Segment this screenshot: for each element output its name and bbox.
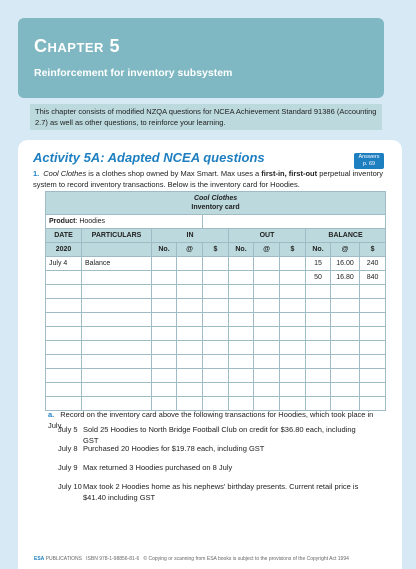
blank-cell	[229, 397, 254, 411]
blank-cell	[177, 397, 203, 411]
subheader-row	[46, 243, 386, 257]
answers-page: p. 69	[362, 161, 376, 167]
blank-cell	[82, 313, 152, 327]
product-row	[46, 215, 386, 229]
blank-cell	[360, 327, 386, 341]
blank-rows	[46, 285, 386, 411]
blank-cell	[254, 397, 280, 411]
blank-cell	[280, 285, 306, 299]
blank-cell	[254, 383, 280, 397]
blank-cell	[360, 369, 386, 383]
table-row	[46, 285, 386, 299]
blank-cell	[203, 369, 229, 383]
answers-label: Answers	[358, 154, 380, 160]
blank-cell	[177, 299, 203, 313]
transaction-text: Sold 25 Hoodies to North Bridge Football Club on credit for $36.80 each, including GST	[83, 425, 356, 445]
inventory-card	[45, 191, 386, 411]
activity-title: Activity 5A: Adapted NCEA questions	[33, 150, 265, 165]
blank-cell	[203, 341, 229, 355]
blank-cell	[152, 369, 177, 383]
answers-badge[interactable]	[354, 153, 384, 169]
blank-cell	[306, 285, 331, 299]
blank-cell	[254, 341, 280, 355]
blank-cell	[152, 355, 177, 369]
blank-cell	[203, 327, 229, 341]
blank-cell	[254, 369, 280, 383]
blank-cell	[203, 383, 229, 397]
row-balance-at: 16.00	[331, 257, 360, 271]
question-intro	[33, 169, 383, 190]
blank-cell	[280, 341, 306, 355]
blank-cell	[82, 341, 152, 355]
blank-cell	[82, 327, 152, 341]
blank-cell	[280, 355, 306, 369]
blank-cell	[280, 383, 306, 397]
blank-cell	[203, 355, 229, 369]
blank-cell	[177, 285, 203, 299]
blank-cell	[331, 355, 360, 369]
row-particulars: Balance	[82, 257, 152, 271]
blank-cell	[280, 327, 306, 341]
blank-cell	[306, 341, 331, 355]
blank-cell	[331, 369, 360, 383]
blank-cell	[177, 341, 203, 355]
transaction-date: July 8	[58, 444, 78, 453]
blank-cell	[177, 369, 203, 383]
part-a-text: Record on the inventory card above the following transactions for Hoodies, which took place in July.	[48, 410, 374, 430]
blank-cell	[280, 299, 306, 313]
blank-cell	[331, 383, 360, 397]
blank-cell	[331, 327, 360, 341]
blank-cell	[229, 313, 254, 327]
blank-cell	[306, 383, 331, 397]
blank-cell	[306, 313, 331, 327]
blank-cell	[280, 313, 306, 327]
blank-cell	[331, 299, 360, 313]
blank-cell	[254, 327, 280, 341]
blank-cell	[360, 299, 386, 313]
transaction-date: July 5	[58, 425, 78, 434]
table-row	[46, 327, 386, 341]
row-balance-amount: 240	[360, 257, 386, 271]
blank-cell	[360, 355, 386, 369]
product-blank-cell	[203, 215, 386, 229]
blank-cell	[152, 327, 177, 341]
subheader-bal-no: No.	[306, 243, 331, 257]
table-row	[46, 341, 386, 355]
blank-cell	[229, 285, 254, 299]
blank-cell	[229, 299, 254, 313]
blank-cell	[306, 397, 331, 411]
blank-cell	[203, 397, 229, 411]
page-footer	[34, 556, 349, 562]
blank-cell	[360, 285, 386, 299]
blank-cell	[152, 383, 177, 397]
blank-cell	[46, 299, 82, 313]
row-date: July 4	[46, 257, 82, 271]
blank-cell	[254, 355, 280, 369]
blank-cell	[229, 341, 254, 355]
chapter-intro: This chapter consists of modified NZQA questions for NCEA Achievement Standard 91386 (Accounting 2.7) as well as other questions, to reinforce your learning.	[30, 104, 382, 130]
blank-cell	[306, 327, 331, 341]
blank-cell	[331, 285, 360, 299]
blank-cell	[82, 299, 152, 313]
blank-cell	[229, 369, 254, 383]
subheader-out-no: No.	[229, 243, 254, 257]
blank-cell	[229, 355, 254, 369]
transaction-text: Max returned 3 Hoodies purchased on 8 July	[83, 463, 233, 472]
chapter-subtitle: Reinforcement for inventory subsystem	[34, 67, 233, 79]
blank-cell	[46, 313, 82, 327]
card-shop-name: Cool Clothes	[193, 195, 238, 202]
subheader-out-at: @	[254, 243, 280, 257]
blank-cell	[82, 369, 152, 383]
activity-panel	[18, 140, 402, 569]
row-balance-no: 50	[306, 271, 331, 285]
subheader-bal-at: @	[331, 243, 360, 257]
header-balance: BALANCE	[306, 229, 386, 243]
footer-publications: PUBLICATIONS	[45, 556, 82, 562]
blank-cell	[46, 397, 82, 411]
blank-cell	[152, 397, 177, 411]
header-particulars: PARTICULARS	[82, 229, 152, 243]
blank-cell	[229, 327, 254, 341]
blank-cell	[360, 397, 386, 411]
chapter-title: Chapter 5	[34, 36, 120, 56]
header-date: DATE	[46, 229, 82, 243]
blank-cell	[152, 341, 177, 355]
blank-cell	[46, 341, 82, 355]
subheader-bal-amount: $	[360, 243, 386, 257]
table-row	[46, 271, 386, 285]
row-balance-amount: 840	[360, 271, 386, 285]
table-row	[46, 299, 386, 313]
table-row	[46, 355, 386, 369]
blank-cell	[203, 299, 229, 313]
subheader-year: 2020	[46, 243, 82, 257]
card-title: Inventory card	[191, 204, 240, 211]
blank-cell	[82, 355, 152, 369]
transaction-text: Max took 2 Hoodies home as his nephews' birthday presents. Current retail price is $41.40 including GST	[83, 482, 359, 502]
table-row	[46, 313, 386, 327]
blank-cell	[46, 369, 82, 383]
footer-brand: ESA	[34, 556, 45, 562]
blank-cell	[254, 285, 280, 299]
blank-cell	[331, 341, 360, 355]
blank-cell	[229, 383, 254, 397]
product-value: : Hoodies	[75, 218, 106, 225]
blank-cell	[360, 341, 386, 355]
product-cell	[46, 215, 203, 229]
footer-copyright: © Copying or scanning from ESA books is subject to the provisions of the Copyright Act 1994	[143, 556, 349, 562]
blank-cell	[203, 285, 229, 299]
card-title-row	[46, 192, 386, 215]
blank-cell	[46, 285, 82, 299]
blank-cell	[360, 383, 386, 397]
blank-cell	[177, 355, 203, 369]
blank-cell	[82, 397, 152, 411]
subheader-in-amount: $	[203, 243, 229, 257]
subheader-out-amount: $	[280, 243, 306, 257]
blank-cell	[82, 285, 152, 299]
part-a-label: a.	[48, 410, 55, 419]
blank-cell	[152, 299, 177, 313]
header-out: OUT	[229, 229, 306, 243]
table-row	[46, 369, 386, 383]
blank-cell	[177, 383, 203, 397]
blank-cell	[280, 369, 306, 383]
blank-cell	[177, 327, 203, 341]
product-label: Product	[49, 218, 76, 225]
transaction-date: July 10	[58, 482, 82, 491]
blank-cell	[306, 369, 331, 383]
transaction-text: Purchased 20 Hoodies for $19.78 each, including GST	[83, 444, 265, 453]
blank-cell	[46, 355, 82, 369]
header-in: IN	[152, 229, 229, 243]
blank-cell	[82, 383, 152, 397]
subheader-blank	[82, 243, 152, 257]
blank-cell	[177, 313, 203, 327]
blank-cell	[331, 313, 360, 327]
subheader-in-no: No.	[152, 243, 177, 257]
question-text-2: perpetual inventory system to record inventory transactions. Below is the inventory card for Hoodies.	[33, 169, 383, 189]
question-text-1: is a clothes shop owned by Max Smart. Max uses a	[86, 169, 262, 178]
table-row	[46, 383, 386, 397]
table-row	[46, 257, 386, 271]
part-a	[48, 410, 388, 502]
blank-cell	[254, 299, 280, 313]
blank-cell	[254, 313, 280, 327]
table-row	[46, 397, 386, 411]
row-balance-no: 15	[306, 257, 331, 271]
blank-cell	[280, 397, 306, 411]
transaction-date: July 9	[58, 463, 78, 472]
blank-cell	[152, 285, 177, 299]
question-method: first-in, first-out	[261, 169, 318, 178]
footer-isbn: ISBN 978-1-98856-81-6	[86, 556, 140, 562]
blank-cell	[152, 313, 177, 327]
blank-cell	[46, 383, 82, 397]
blank-cell	[203, 313, 229, 327]
question-number: 1.	[33, 169, 40, 178]
blank-cell	[46, 327, 82, 341]
subheader-in-at: @	[177, 243, 203, 257]
header-row	[46, 229, 386, 243]
row-balance-at: 16.80	[331, 271, 360, 285]
blank-cell	[306, 299, 331, 313]
chapter-header	[18, 18, 384, 98]
card-title-cell	[46, 192, 386, 215]
blank-cell	[306, 355, 331, 369]
blank-cell	[360, 313, 386, 327]
blank-cell	[331, 397, 360, 411]
question-shop-name: Cool Clothes	[43, 169, 87, 178]
